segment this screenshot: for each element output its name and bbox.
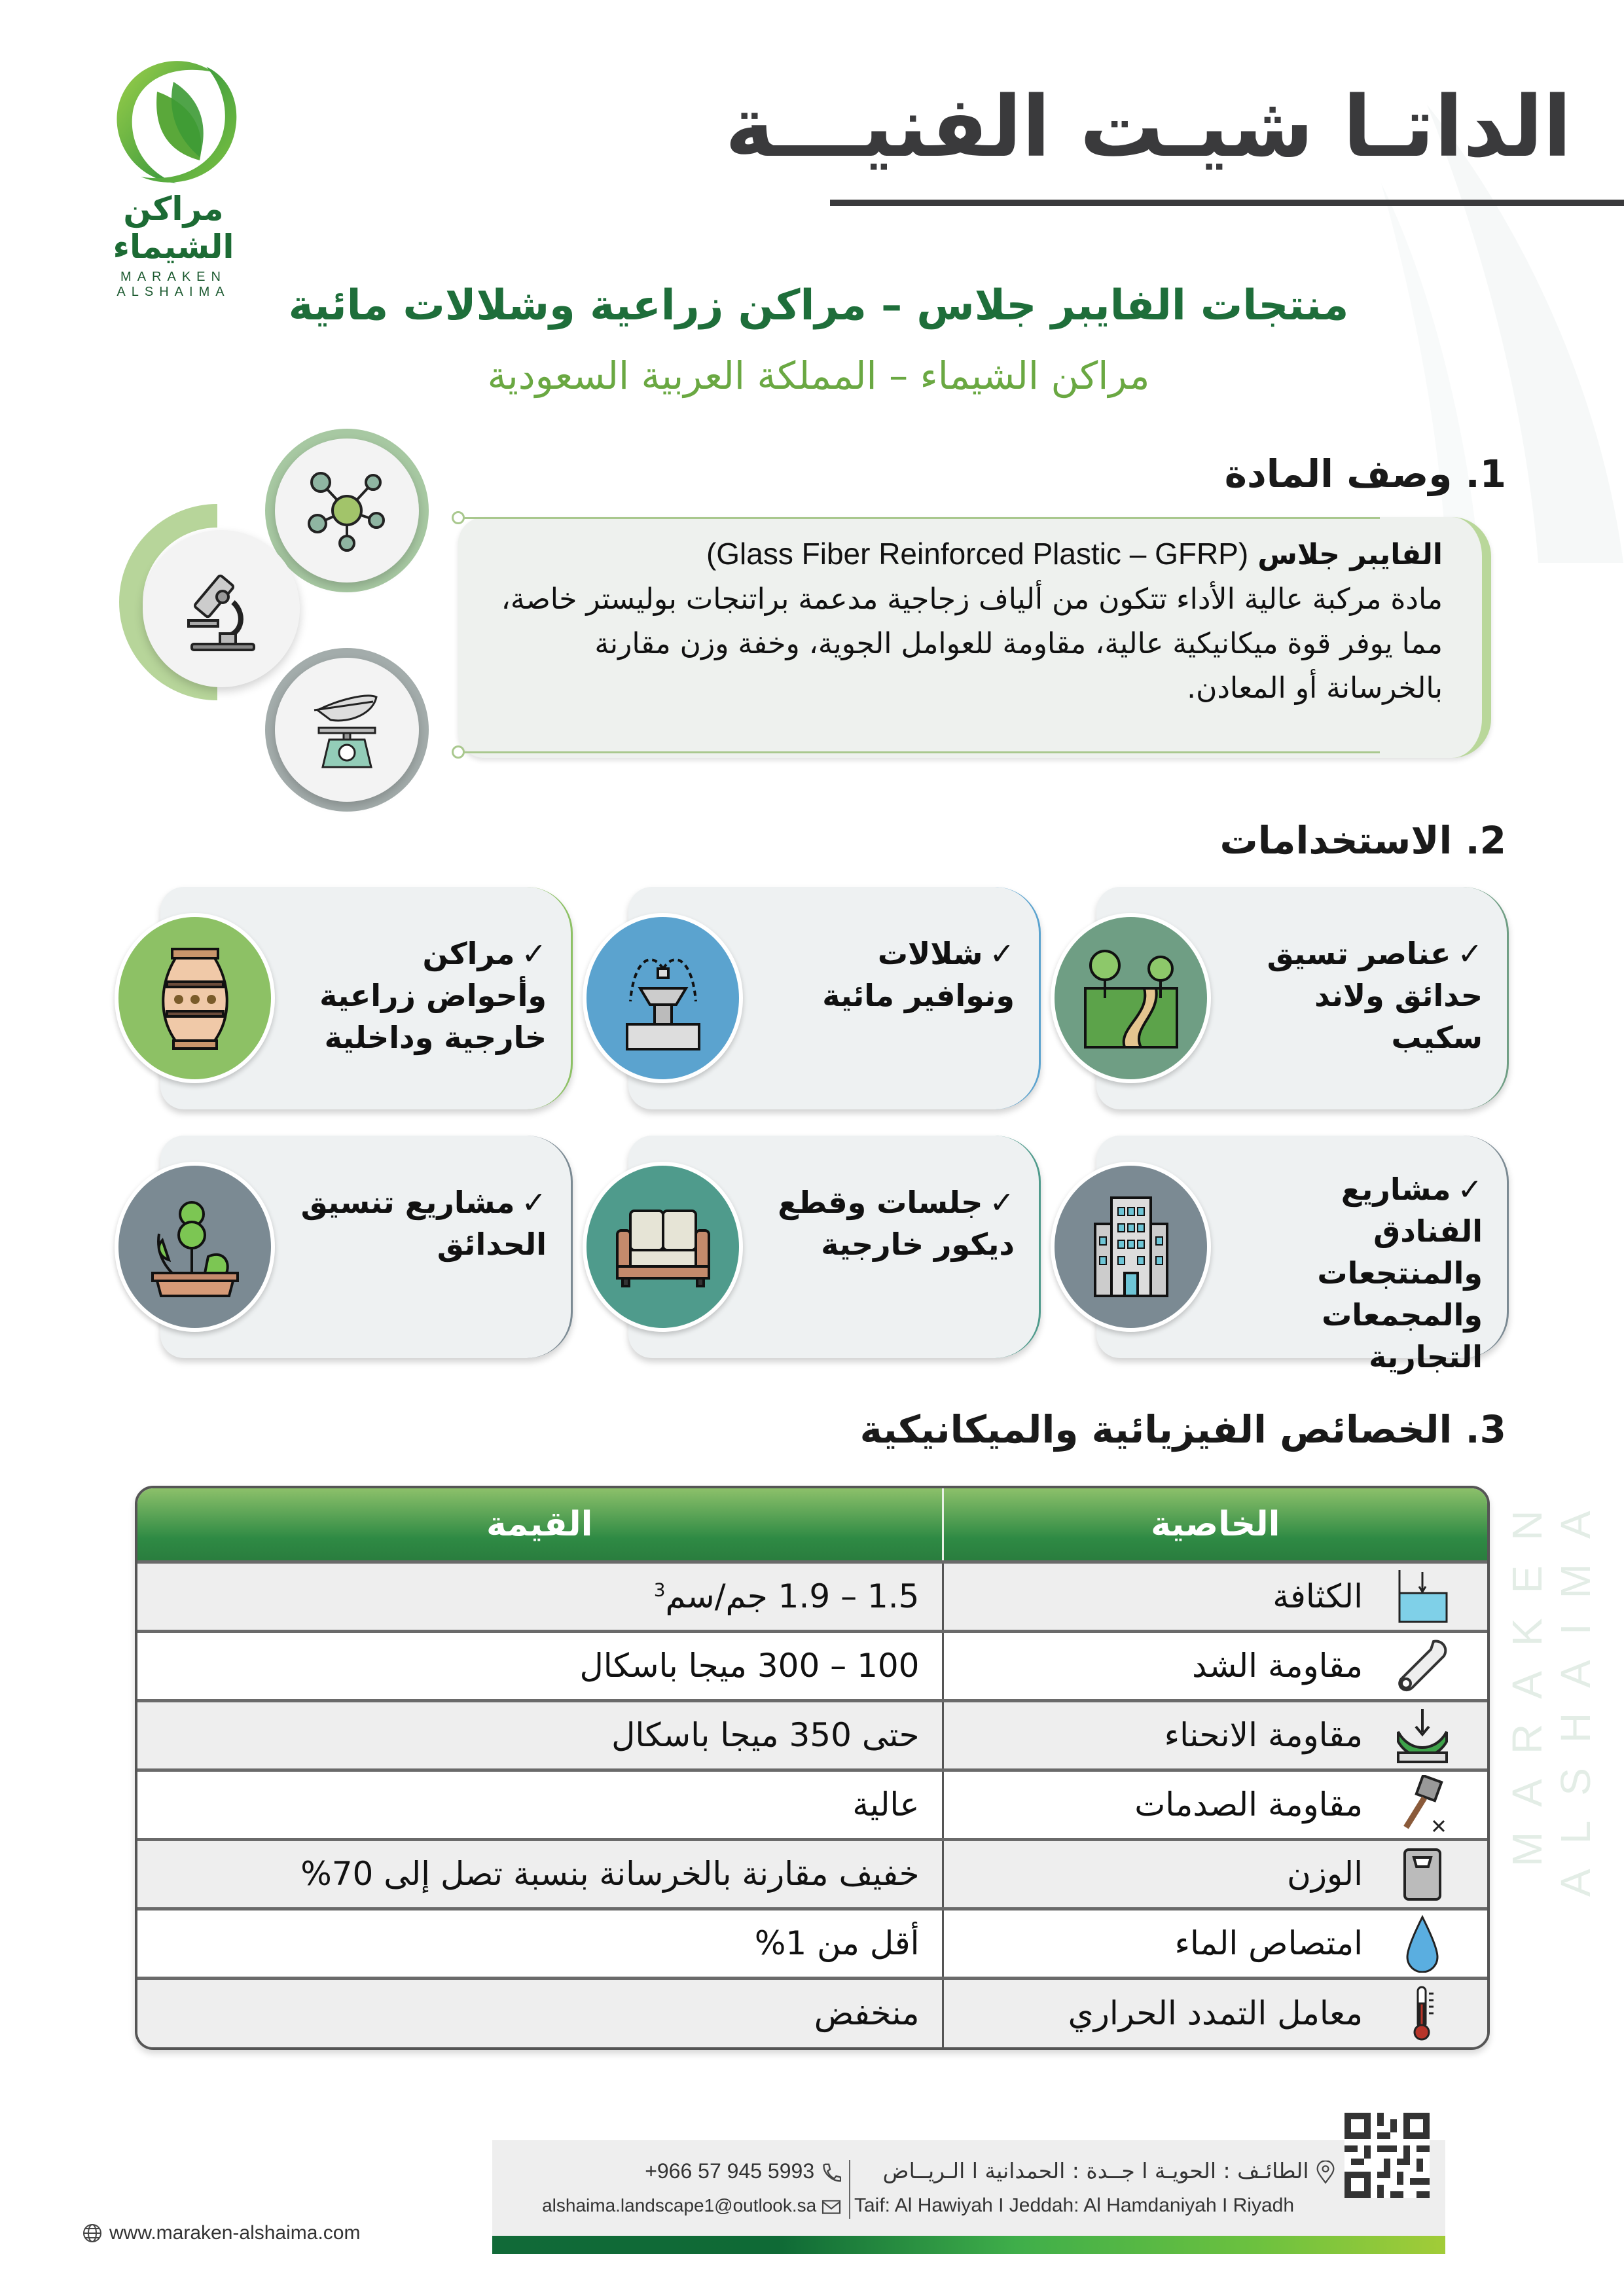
address-ar-text: الطائـف : الحويـة ا جــدة : الحمدانية ا الـريــاض bbox=[882, 2158, 1309, 2183]
scale-icon bbox=[1393, 1844, 1452, 1903]
check-icon: ✓ bbox=[989, 936, 1015, 971]
bending-icon bbox=[1393, 1706, 1452, 1765]
table-row bbox=[137, 1978, 1487, 2047]
use-card-label: جلسات وقطع ديكور خارجية bbox=[778, 1185, 1015, 1262]
phone-contact[interactable] bbox=[497, 2156, 841, 2186]
connector-dot bbox=[452, 745, 465, 759]
column-header-value: القيمة bbox=[137, 1488, 943, 1562]
globe-icon bbox=[82, 2223, 103, 2244]
connector-line bbox=[463, 517, 1380, 519]
location-pin-icon bbox=[1316, 2161, 1335, 2184]
table-row bbox=[137, 1700, 1487, 1770]
page-title: الداتـا شيـت الفنيـــة bbox=[725, 79, 1572, 176]
microscope-icon-circle bbox=[143, 530, 300, 687]
table-row bbox=[137, 1909, 1487, 1978]
brand-logo bbox=[62, 52, 285, 299]
table-row bbox=[137, 1770, 1487, 1839]
email-icon bbox=[821, 2198, 841, 2215]
brand-name-en: MARAKEN ALSHAIMA bbox=[117, 270, 230, 299]
section-heading-material: 1. وصف المادة bbox=[1224, 452, 1506, 496]
property-name: مقاومة الانحناء bbox=[1164, 1716, 1363, 1754]
potted-plant-icon-badge bbox=[115, 1162, 275, 1332]
qr-code-icon bbox=[1344, 2113, 1430, 2198]
planter-vase-icon bbox=[159, 946, 231, 1050]
use-card-label: مشاريع الفنادق والمنتجعات والمجمعات التجارية bbox=[1317, 1172, 1483, 1374]
hammer-icon bbox=[1393, 1775, 1452, 1834]
sofa-icon-badge bbox=[583, 1162, 743, 1332]
title-underline bbox=[830, 200, 1624, 206]
use-card-garden-projects bbox=[115, 1136, 573, 1358]
microscope-icon bbox=[175, 563, 267, 655]
qr-code[interactable] bbox=[1344, 2113, 1430, 2198]
property-value: أقل من 1% bbox=[754, 1924, 920, 1962]
property-value: 1.5 – 1.9 جم/سم bbox=[665, 1577, 920, 1615]
property-value: حتى 350 ميجا باسكال bbox=[611, 1716, 920, 1754]
footer-gradient-bar bbox=[492, 2236, 1445, 2254]
use-card-planters bbox=[115, 887, 573, 1109]
building-icon bbox=[1089, 1194, 1174, 1299]
use-card-hotels bbox=[1051, 1136, 1509, 1374]
planter-vase-icon-badge bbox=[115, 913, 275, 1083]
table-row bbox=[137, 1631, 1487, 1700]
property-name: مقاومة الشد bbox=[1192, 1647, 1363, 1685]
address-ar bbox=[854, 2155, 1335, 2187]
material-description bbox=[484, 531, 1443, 711]
fountain-icon bbox=[614, 942, 712, 1054]
use-card-outdoor-seating bbox=[583, 1136, 1041, 1358]
use-card-fountain bbox=[583, 887, 1041, 1109]
wrench-icon bbox=[1393, 1636, 1452, 1695]
use-card-landscape bbox=[1051, 887, 1509, 1109]
table-row bbox=[137, 1562, 1487, 1631]
email-address[interactable]: alshaima.landscape1@outlook.sa bbox=[542, 2195, 817, 2215]
section-heading-uses: 2. الاستخدامات bbox=[1219, 818, 1506, 863]
vertical-brand-watermark: MARAKEN ALSHAIMA bbox=[1504, 1486, 1599, 1897]
property-name: الكثافة bbox=[1272, 1577, 1363, 1615]
property-name: معامل التمدد الحراري bbox=[1068, 1994, 1363, 2033]
property-value-superscript: 3 bbox=[653, 1579, 666, 1601]
check-icon: ✓ bbox=[1457, 936, 1483, 971]
column-header-property: الخاصية bbox=[943, 1488, 1487, 1562]
landscape-icon bbox=[1079, 942, 1183, 1054]
phone-number[interactable]: +966 57 945 5993 bbox=[645, 2159, 815, 2183]
table-row bbox=[137, 1839, 1487, 1909]
property-value: منخفض bbox=[814, 1994, 920, 2033]
leaf-logo-icon bbox=[101, 52, 245, 190]
property-name: مقاومة الصدمات bbox=[1134, 1785, 1363, 1823]
section-heading-properties: 3. الخصائص الفيزيائية والميكانيكية bbox=[859, 1407, 1506, 1452]
landscape-icon-badge bbox=[1051, 913, 1211, 1083]
feather-scale-icon bbox=[304, 687, 389, 772]
page-subtitle-secondary: مراكن الشيماء – المملكة العربية السعودية bbox=[487, 353, 1150, 398]
property-value: خفيف مقارنة بالخرسانة بنسبة تصل إلى 70% bbox=[300, 1855, 920, 1893]
density-icon bbox=[1393, 1567, 1452, 1626]
connector-line bbox=[463, 751, 1380, 753]
sofa-icon bbox=[611, 1204, 715, 1289]
use-card-label: شلالات ونوافير مائية bbox=[822, 936, 1015, 1013]
email-contact[interactable] bbox=[497, 2193, 841, 2219]
phone-icon bbox=[820, 2162, 841, 2184]
property-name: الوزن bbox=[1287, 1855, 1363, 1893]
properties-table bbox=[135, 1486, 1490, 2050]
potted-plant-icon bbox=[143, 1194, 247, 1299]
brand-name-ar: مراكن الشيماء bbox=[113, 190, 234, 266]
building-icon-badge bbox=[1051, 1162, 1211, 1332]
website-link[interactable] bbox=[82, 2222, 360, 2244]
property-value: 100 – 300 ميجا باسكال bbox=[579, 1647, 920, 1685]
address-en: Taif: Al Hawiyah I Jeddah: Al Hamdaniyah I Riyadh bbox=[854, 2195, 1295, 2216]
fountain-icon-badge bbox=[583, 913, 743, 1083]
material-term-line bbox=[484, 531, 1443, 577]
website-url[interactable]: www.maraken-alshaima.com bbox=[109, 2222, 361, 2244]
property-name: امتصاص الماء bbox=[1174, 1924, 1363, 1962]
connector-dot bbox=[452, 511, 465, 524]
check-icon: ✓ bbox=[521, 1185, 547, 1220]
footer-divider bbox=[849, 2160, 850, 2219]
check-icon: ✓ bbox=[521, 936, 547, 971]
material-description-panel bbox=[458, 517, 1491, 758]
check-icon: ✓ bbox=[1457, 1172, 1483, 1207]
use-card-label: مشاريع تنسيق الحدائق bbox=[300, 1185, 547, 1262]
material-term-ar: الفايبر جلاس bbox=[1257, 538, 1443, 571]
thermometer-icon bbox=[1393, 1984, 1452, 2043]
use-card-label: عناصر تسيق حدائق ولاند سكيب bbox=[1267, 936, 1483, 1055]
use-card-label: مراكن وأحواض زراعية خارجية وداخلية bbox=[319, 936, 547, 1055]
feather-scale-icon-circle bbox=[275, 658, 419, 802]
check-icon: ✓ bbox=[989, 1185, 1015, 1220]
property-value: عالية bbox=[852, 1785, 920, 1823]
molecule-icon-circle bbox=[275, 439, 419, 583]
page-subtitle: منتجات الفايبر جلاس – مراكن زراعية وشلالات مائية bbox=[288, 281, 1349, 330]
material-term-en: (Glass Fiber Reinforced Plastic – GFRP) bbox=[706, 537, 1249, 571]
molecule-icon bbox=[304, 468, 389, 553]
water-drop-icon bbox=[1393, 1914, 1452, 1973]
material-description-body: مادة مركبة عالية الأداء تتكون من ألياف زجاجية مدعمة براتنجات بوليستر خاصة، مما يوفر قوة ميكانيكية عالية، مقاومة للعوامل الجوية، وخفة وزن مقارنة بالخرسانة أو المعادن. bbox=[501, 583, 1443, 705]
